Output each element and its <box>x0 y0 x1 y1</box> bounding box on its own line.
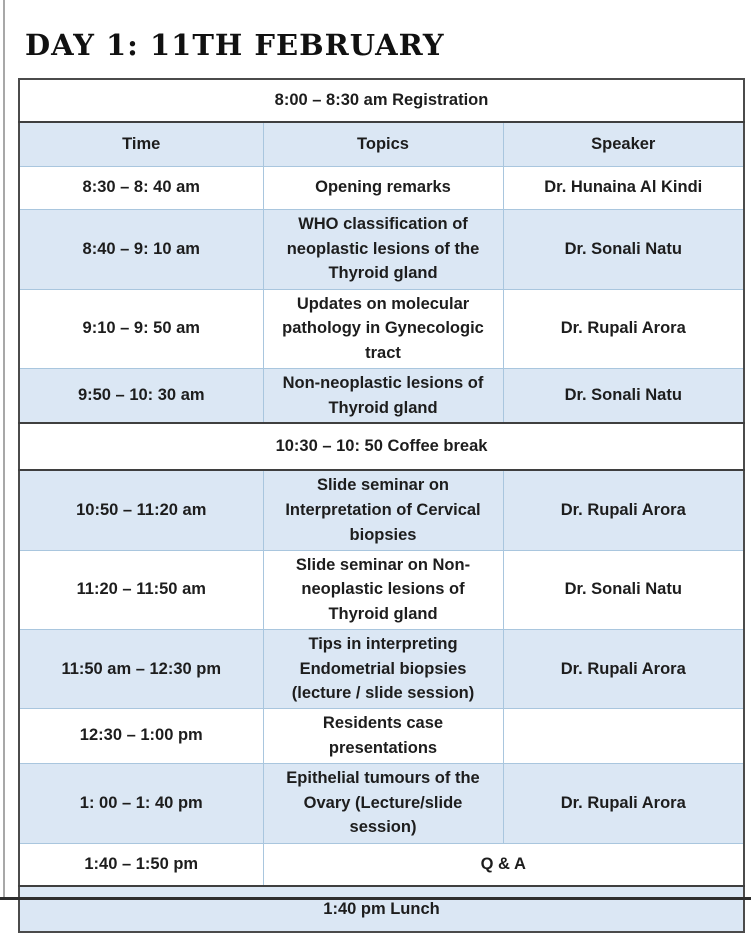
session-row <box>19 166 744 209</box>
session-row <box>19 550 744 629</box>
session-speaker: Dr. Rupali Arora <box>503 763 744 843</box>
page-edge-line <box>3 0 5 900</box>
session-speaker: Dr. Rupali Arora <box>503 629 744 708</box>
session-topic: Slide seminar on Interpretation of Cervical biopsies <box>263 470 503 550</box>
session-row <box>19 289 744 368</box>
qa-cell: Q & A <box>263 843 744 886</box>
page-title: DAY 1: 11TH FEBRUARY <box>25 28 445 62</box>
column-header-time: Time <box>19 122 263 166</box>
qa-row <box>19 843 744 886</box>
session-topic: Tips in interpreting Endometrial biopsies (lecture / slide session) <box>263 629 503 708</box>
session-row <box>19 209 744 289</box>
session-topic: WHO classification of neoplastic lesions of the Thyroid gland <box>263 209 503 289</box>
coffee-break-cell: 10:30 – 10: 50 Coffee break <box>19 423 744 470</box>
qa-time: 1:40 – 1:50 pm <box>19 843 263 886</box>
session-time: 11:50 am – 12:30 pm <box>19 629 263 708</box>
session-time: 8:30 – 8: 40 am <box>19 166 263 209</box>
session-speaker: Dr. Rupali Arora <box>503 470 744 550</box>
session-row <box>19 470 744 550</box>
session-topic: Non-neoplastic lesions of Thyroid gland <box>263 368 503 423</box>
header-row <box>19 122 744 166</box>
column-header-speaker: Speaker <box>503 122 744 166</box>
session-row <box>19 629 744 708</box>
session-speaker: Dr. Rupali Arora <box>503 289 744 368</box>
session-time: 9:50 – 10: 30 am <box>19 368 263 423</box>
session-time: 8:40 – 9: 10 am <box>19 209 263 289</box>
session-time: 10:50 – 11:20 am <box>19 470 263 550</box>
session-row <box>19 368 744 423</box>
session-time: 11:20 – 11:50 am <box>19 550 263 629</box>
session-topic: Epithelial tumours of the Ovary (Lecture/slide session) <box>263 763 503 843</box>
session-row <box>19 763 744 843</box>
schedule-table <box>18 78 745 933</box>
registration-row <box>19 79 744 122</box>
session-row <box>19 709 744 764</box>
coffee-break-row <box>19 423 744 470</box>
session-topic: Slide seminar on Non-neoplastic lesions of Thyroid gland <box>263 550 503 629</box>
session-topic: Residents case presentations <box>263 709 503 764</box>
session-topic: Updates on molecular pathology in Gynecologic tract <box>263 289 503 368</box>
page-bottom-edge <box>0 897 751 900</box>
session-speaker: Dr. Hunaina Al Kindi <box>503 166 744 209</box>
session-speaker <box>503 709 744 764</box>
registration-cell: 8:00 – 8:30 am Registration <box>19 79 744 122</box>
session-time: 9:10 – 9: 50 am <box>19 289 263 368</box>
lunch-cell: 1:40 pm Lunch <box>19 886 744 932</box>
session-speaker: Dr. Sonali Natu <box>503 209 744 289</box>
session-speaker: Dr. Sonali Natu <box>503 550 744 629</box>
session-time: 1: 00 – 1: 40 pm <box>19 763 263 843</box>
session-topic: Opening remarks <box>263 166 503 209</box>
session-speaker: Dr. Sonali Natu <box>503 368 744 423</box>
column-header-topics: Topics <box>263 122 503 166</box>
session-time: 12:30 – 1:00 pm <box>19 709 263 764</box>
lunch-row <box>19 886 744 932</box>
